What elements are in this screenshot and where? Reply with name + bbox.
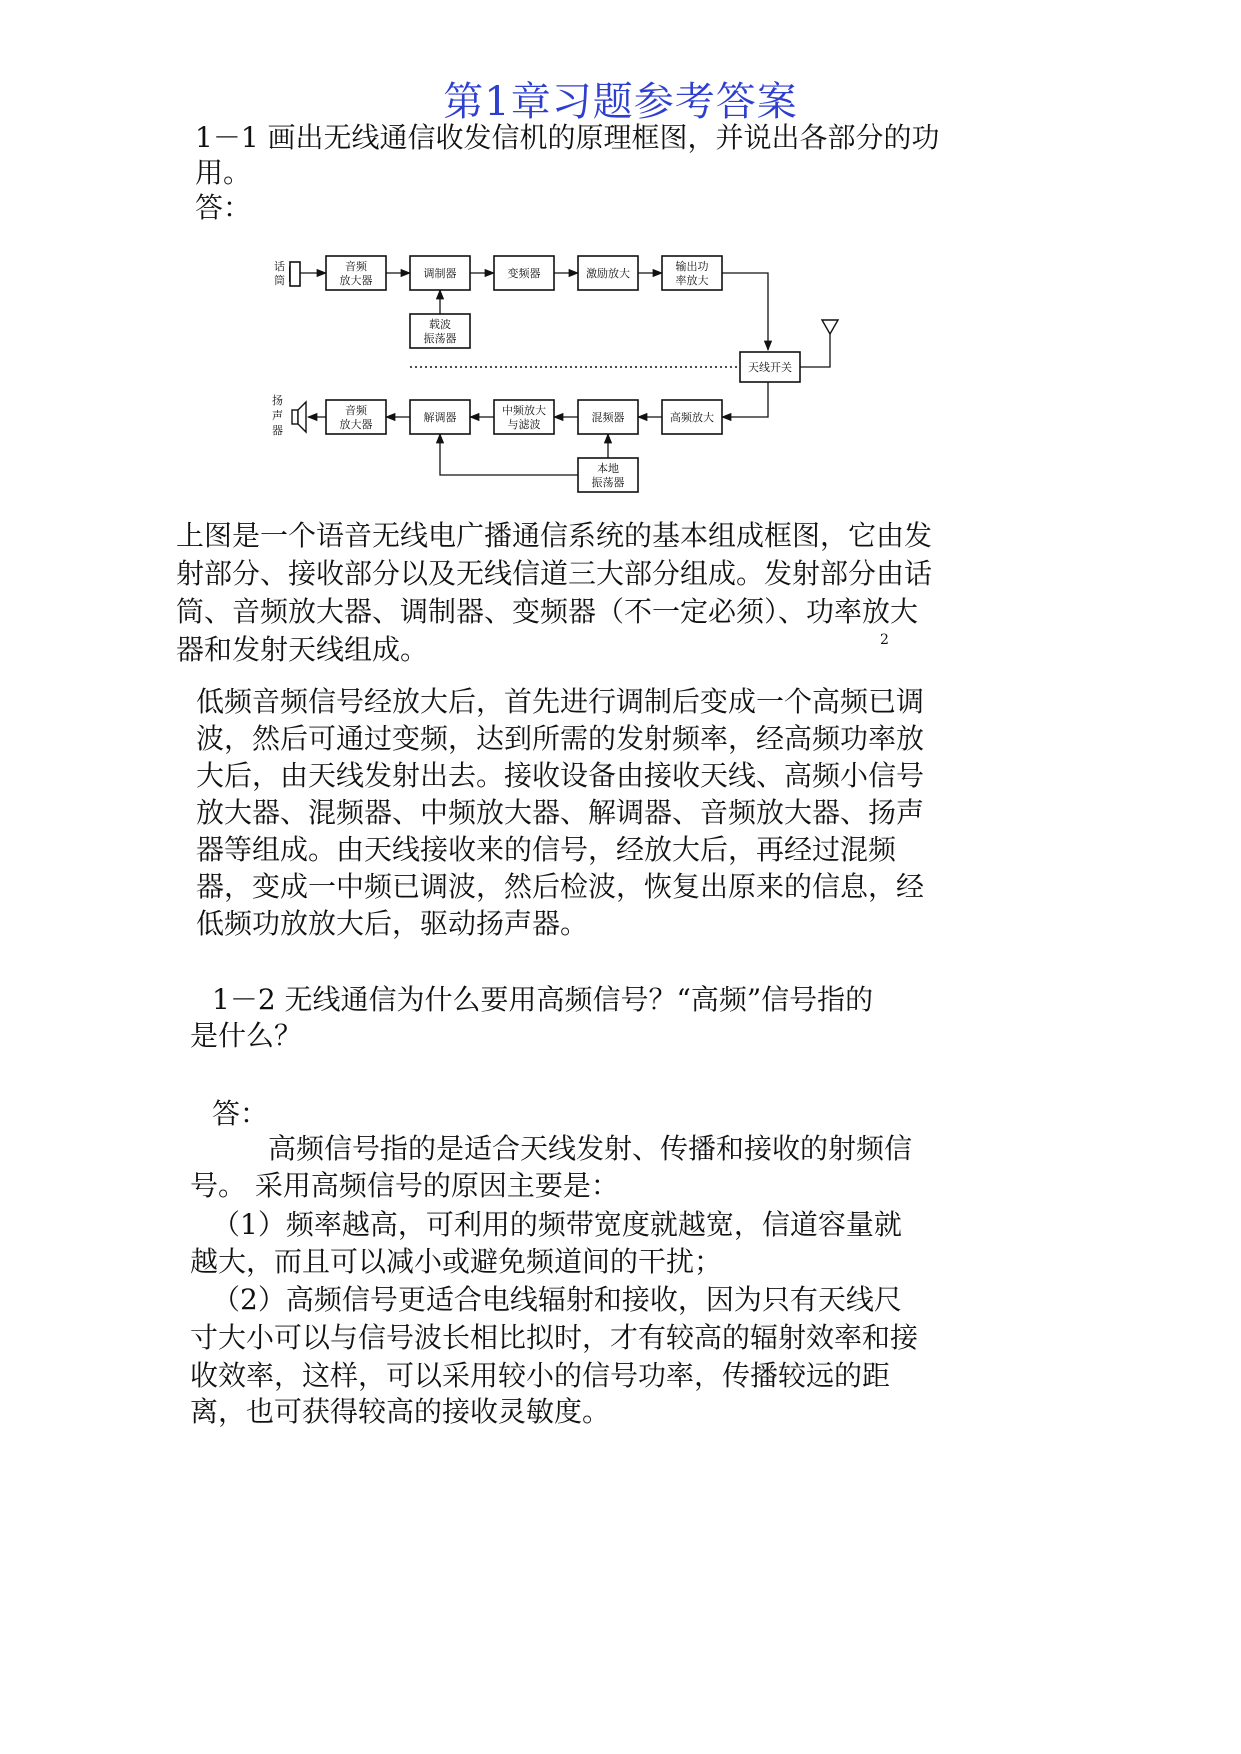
answer-2-line-7: 收效率，这样，可以采用较小的信号功率，传播较远的距 (190, 1359, 891, 1392)
modulator-label: 调制器 (423, 267, 457, 280)
microphone-icon (290, 262, 300, 286)
demodulator-label: 解调器 (423, 411, 457, 424)
speaker-icon (292, 402, 306, 432)
question-2-line-1: 1－2 无线通信为什么要用高频信号？“高频”信号指的 (212, 983, 874, 1016)
if-amp-label-2: 与滤波 (507, 418, 541, 431)
local-oscillator-label-1: 本地 (597, 462, 619, 475)
page-title: 第1章习题参考答案 (443, 79, 798, 125)
rx-audio-amp-label-1: 音频 (345, 404, 367, 417)
microphone-label-1: 话 (274, 260, 285, 273)
question-1-line-2: 用。 (195, 156, 252, 189)
speaker-label-2: 声 (272, 409, 283, 422)
transceiver-block-diagram (272, 260, 860, 500)
answer-2-line-1: 高频信号指的是适合天线发射、传播和接收的射频信 (268, 1132, 913, 1165)
tx-audio-amp-label-1: 音频 (345, 260, 367, 273)
rf-amp-label: 高频放大 (670, 411, 714, 424)
answer-2-line-8: 离，也可获得较高的接收灵敏度。 (190, 1395, 611, 1428)
local-oscillator-label-2: 振荡器 (591, 476, 625, 489)
paragraph-1-line-4: 器和发射天线组成。 (176, 633, 429, 666)
speaker-label-3: 器 (272, 424, 283, 437)
answer-2-line-5: （2）高频信号更适合电线辐射和接收，因为只有天线尺 (212, 1283, 902, 1316)
carrier-oscillator-label-1: 载波 (429, 318, 451, 331)
paragraph-2-line-6: 器，变成一中频已调波，然后检波，恢复出原来的信息，经 (196, 870, 925, 903)
page-number: 2 (880, 632, 889, 648)
paragraph-2-line-1: 低频音频信号经放大后，首先进行调制后变成一个高频已调 (196, 685, 925, 718)
answer-2-line-4: 越大，而且可以减小或避免频道间的干扰； (190, 1245, 723, 1278)
paragraph-2-line-7: 低频功放放大后，驱动扬声器。 (196, 907, 589, 940)
paragraph-1-line-3: 筒、音频放大器、调制器、变频器（不一定必须）、功率放大 (176, 595, 919, 628)
speaker-label-1: 扬 (272, 394, 283, 407)
rx-mixer-label: 混频器 (591, 411, 625, 424)
if-amp-label-1: 中频放大 (502, 404, 546, 417)
antenna-switch-label: 天线开关 (748, 361, 792, 374)
power-amp-label-1: 输出功 (675, 260, 709, 273)
rx-audio-amp-label-2: 放大器 (339, 418, 373, 431)
paragraph-2-line-3: 大后，由天线发射出去。接收设备由接收天线、高频小信号 (196, 759, 925, 792)
paragraph-2-line-5: 器等组成。由天线接收来的信号，经放大后，再经过混频 (196, 833, 897, 866)
microphone-label-2: 筒 (274, 274, 285, 287)
tx-mixer-label: 变频器 (507, 267, 541, 280)
question-2-line-2: 是什么？ (190, 1019, 303, 1052)
answer-2-line-2: 号。 采用高频信号的原因主要是： (190, 1169, 619, 1202)
answer-label-2: 答： (212, 1097, 269, 1130)
paragraph-1-line-2: 射部分、接收部分以及无线信道三大部分组成。发射部分由话 (176, 557, 933, 590)
answer-label-1: 答： (195, 191, 252, 224)
carrier-oscillator-label-2: 振荡器 (423, 332, 457, 345)
power-amp-label-2: 率放大 (675, 274, 709, 287)
paragraph-1-line-1: 上图是一个语音无线电广播通信系统的基本组成框图，它由发 (176, 519, 933, 552)
question-1-line-1: 1－1 画出无线通信收发信机的原理框图，并说出各部分的功 (195, 121, 940, 154)
tx-audio-amp-label-2: 放大器 (339, 274, 373, 287)
antenna-icon (822, 320, 838, 334)
driver-amp-label: 激励放大 (586, 267, 630, 280)
answer-2-line-6: 寸大小可以与信号波长相比拟时，才有较高的辐射效率和接 (190, 1321, 919, 1354)
paragraph-2-line-2: 波，然后可通过变频，达到所需的发射频率，经高频功率放 (196, 722, 925, 755)
paragraph-2-line-4: 放大器、混频器、中频放大器、解调器、音频放大器、扬声 (196, 796, 925, 829)
answer-2-line-3: （1）频率越高，可利用的频带宽度就越宽，信道容量就 (212, 1208, 902, 1241)
